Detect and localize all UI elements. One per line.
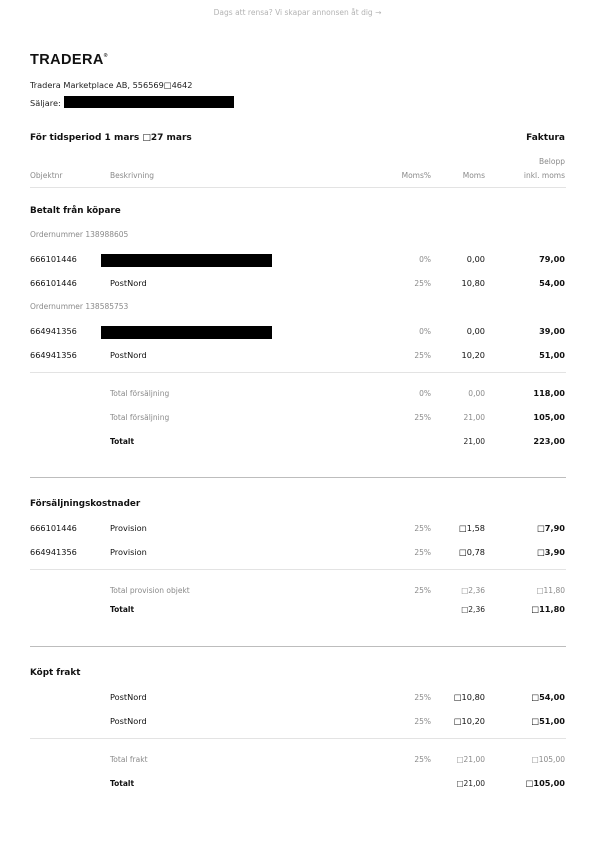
description: PostNord: [110, 716, 147, 726]
total-amount: 118,00: [533, 388, 565, 398]
line-amount: □3,90: [537, 547, 565, 557]
col-amount-line2: inkl. moms: [523, 171, 565, 180]
line-amount: 79,00: [539, 254, 565, 264]
vat-amount: □2,36: [461, 586, 485, 595]
vat-amount: 0,00: [466, 254, 485, 264]
description: Provision: [110, 547, 147, 557]
line-amount: 51,00: [539, 350, 565, 360]
object-nr: 664941356: [30, 326, 77, 336]
vat-amount: □21,00: [456, 755, 485, 764]
vat-amount: □1,58: [459, 523, 485, 533]
total-amount: □11,80: [536, 586, 565, 595]
col-vat: Moms: [462, 171, 485, 180]
grand-total-amount: 223,00: [533, 436, 565, 446]
col-object-nr: Objektnr: [30, 171, 63, 180]
total-label: Total försäljning: [110, 413, 170, 422]
order-number: Ordernummer 138585753: [30, 302, 129, 311]
grand-total-label: Totalt: [110, 779, 135, 788]
line-amount: 39,00: [539, 326, 565, 336]
promo-teaser-link[interactable]: Dags att rensa? Vi skapar annonsen åt dig →: [213, 8, 382, 17]
line-amount: □7,90: [537, 523, 565, 533]
vat-amount: 10,20: [461, 350, 485, 360]
total-label: Total försäljning: [110, 389, 170, 398]
section-separator: [30, 477, 566, 478]
vat-percent: 0%: [419, 389, 431, 398]
header-divider: [30, 187, 566, 188]
grand-total-amount: □105,00: [525, 778, 565, 788]
object-nr: 664941356: [30, 547, 77, 557]
vat-percent: 25%: [414, 755, 431, 764]
vat-amount: 10,80: [461, 278, 485, 288]
vat-percent: 25%: [414, 717, 431, 726]
grand-total-vat: □2,36: [461, 605, 485, 614]
description-redaction: [101, 326, 272, 339]
description: PostNord: [110, 350, 147, 360]
description: Provision: [110, 523, 147, 533]
line-amount: 54,00: [539, 278, 565, 288]
vat-percent: 25%: [414, 524, 431, 533]
description: PostNord: [110, 278, 147, 288]
grand-total-label: Totalt: [110, 605, 135, 614]
object-nr: 664941356: [30, 350, 77, 360]
total-amount: □105,00: [531, 755, 565, 764]
object-nr: 666101446: [30, 523, 77, 533]
vat-percent: 25%: [414, 279, 431, 288]
registered-mark: ®: [103, 53, 108, 59]
vat-amount: 21,00: [463, 413, 485, 422]
grand-total-vat: 21,00: [463, 437, 485, 446]
section-title-shipping: Köpt frakt: [30, 668, 81, 678]
brand-name: TRADERA: [30, 52, 104, 68]
vat-percent: 25%: [414, 413, 431, 422]
col-description: Beskrivning: [110, 171, 154, 180]
total-amount: 105,00: [533, 412, 565, 422]
seller-redaction: [64, 96, 234, 108]
description: PostNord: [110, 692, 147, 702]
section-divider: [30, 738, 566, 739]
section-title-costs: Försäljningskostnader: [30, 499, 141, 509]
total-label: Total provision objekt: [110, 586, 190, 595]
order-number: Ordernummer 138988605: [30, 230, 129, 239]
section-separator: [30, 646, 566, 647]
col-vat-percent: Moms%: [401, 171, 431, 180]
description-redaction: [101, 254, 272, 267]
section-title-paid: Betalt från köpare: [30, 206, 121, 216]
vat-percent: 25%: [414, 693, 431, 702]
vat-percent: 25%: [414, 351, 431, 360]
vat-amount: □0,78: [459, 547, 485, 557]
col-amount-line1: Belopp: [539, 157, 565, 166]
vat-percent: 25%: [414, 548, 431, 557]
grand-total-vat: □21,00: [456, 779, 485, 788]
section-divider: [30, 372, 566, 373]
grand-total-amount: □11,80: [531, 604, 565, 614]
object-nr: 666101446: [30, 254, 77, 264]
vat-percent: 0%: [419, 327, 431, 336]
vat-amount: 0,00: [466, 326, 485, 336]
vat-amount: 0,00: [468, 389, 485, 398]
tradera-logo: [30, 52, 108, 68]
line-amount: □54,00: [531, 692, 565, 702]
vat-percent: 25%: [414, 586, 431, 595]
total-label: Total frakt: [110, 755, 148, 764]
grand-total-label: Totalt: [110, 437, 135, 446]
company-info: Tradera Marketplace AB, 556569□4642: [30, 80, 193, 90]
document-type: Faktura: [526, 133, 565, 143]
object-nr: 666101446: [30, 278, 77, 288]
vat-percent: 0%: [419, 255, 431, 264]
vat-amount: □10,20: [453, 716, 485, 726]
seller-label: Säljare:: [30, 98, 61, 108]
vat-amount: □10,80: [453, 692, 485, 702]
period-title: För tidsperiod 1 mars □27 mars: [30, 133, 192, 143]
section-divider: [30, 569, 566, 570]
line-amount: □51,00: [531, 716, 565, 726]
